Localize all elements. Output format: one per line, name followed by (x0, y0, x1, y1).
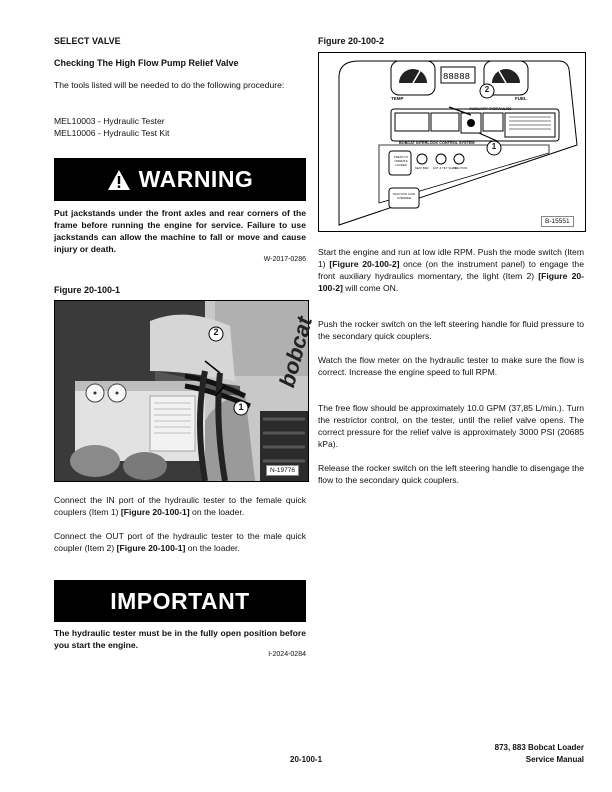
lift-tilt-label: LIFT & TILT VALVE (433, 166, 457, 170)
para-text: Connect the IN port of the hydraulic tester to the female quick couplers (Item 1) (54, 495, 306, 517)
figure-1-id: N-19776 (266, 465, 299, 476)
figure-2-panel (318, 52, 586, 232)
free-flow-paragraph: The free flow should be approximately 10.0 GPM (37,85 L/min.). Turn the restrictor control, on the tester, until the relief valve opens. The correct pressure for the relief valve is approximately 3000 PSI (20685 kPa). (318, 403, 584, 449)
warning-label: WARNING (138, 166, 254, 192)
tools-list (54, 115, 306, 139)
flow-meter-paragraph: Watch the flow meter on the hydraulic tester to make sure the flow is correct. Increase the engine speed to full RPM. (318, 355, 584, 377)
figure-1-title: Figure 20-100-1 (54, 285, 121, 295)
procedure-title: Checking The High Flow Pump Relief Valve (54, 58, 239, 68)
fuel-label: FUEL (515, 96, 527, 101)
traction-override-label: TRACTION LOCK OVERRIDE (392, 192, 416, 200)
callout-1: 1 (491, 142, 497, 151)
figure-2-id: B-15551 (541, 216, 574, 227)
svg-text:88888: 88888 (443, 72, 471, 82)
para-text: on the loader. (185, 543, 240, 553)
tool-item: MEL10003 - Hydraulic Tester (54, 116, 165, 126)
temp-label: TEMP (391, 96, 404, 101)
aux-hydraulics-label: AUXILIARY HYDRAULICS (469, 107, 512, 111)
seat-bar-label: SEAT BAR (415, 166, 429, 170)
warning-code: W-2017-0286 (263, 256, 306, 263)
para-text: will come ON. (342, 283, 399, 293)
warning-text: Put jackstands under the front axles and rear corners of the frame before running the engine for service. Failure to use jackstands can allow the machine to fall or move and cause injury or death. (54, 208, 306, 254)
para-text: on the loader. (189, 507, 245, 517)
section-title: SELECT VALVE (54, 36, 121, 46)
figure-2-title: Figure 20-100-2 (318, 36, 385, 46)
para-text: Start the engine and run at low idle RPM. Push the mode switch (Item 1) (318, 247, 584, 269)
figure-ref: [Figure 20-100-1] (120, 507, 190, 517)
start-engine-paragraph (318, 246, 584, 294)
connect-in-paragraph (54, 494, 306, 518)
interlock-label: BOBCAT INTERLOCK CONTROL SYSTEM (399, 141, 475, 145)
rocker-switch-paragraph: Push the rocker switch on the left steering handle for fluid pressure to the secondary quick couplers. (318, 319, 584, 341)
callout-2: 2 (484, 85, 490, 94)
para-text: once (on the instrument panel) to engage the front auxiliary hydraulics momentary, the light (Item 2) (318, 259, 584, 281)
tool-item: MEL10006 - Hydraulic Test Kit (54, 128, 170, 138)
callout-1: 1 (238, 402, 244, 412)
figure-ref: [Figure 20-100-1] (116, 543, 186, 553)
important-code: I-2024-0284 (268, 651, 306, 658)
footer-manual: Service Manual (525, 755, 584, 764)
callout-2: 2 (213, 327, 219, 337)
para-text: Connect the OUT port of the hydraulic tester to the male quick coupler (Item 2) (54, 531, 306, 553)
warning-triangle-icon (107, 169, 131, 191)
press-to-operate-label: PRESS TO OPERATE LOADER (393, 155, 409, 167)
loader-photo-illustration (55, 301, 308, 481)
connect-out-paragraph (54, 530, 306, 554)
intro-paragraph: The tools listed will be needed to do the following procedure: (54, 80, 285, 90)
figure-1-photo (54, 300, 317, 482)
warning-banner (54, 158, 306, 201)
important-banner (54, 580, 306, 622)
important-text: The hydraulic tester must be in the fully open position before you start the engine. (54, 628, 306, 650)
page-number: 20-100-1 (290, 755, 323, 764)
figure-ref: [Figure 20-100-2] (318, 271, 584, 293)
figure-ref: [Figure 20-100-2] (329, 259, 400, 269)
footer-model: 873, 883 Bobcat Loader (494, 743, 584, 752)
bobcat-logo: bobcat (274, 313, 317, 390)
important-label: IMPORTANT (110, 587, 250, 614)
traction-label: TRACTION (453, 166, 468, 170)
release-paragraph: Release the rocker switch on the left steering handle to disengage the flow to the secondary quick couplers. (318, 463, 584, 485)
